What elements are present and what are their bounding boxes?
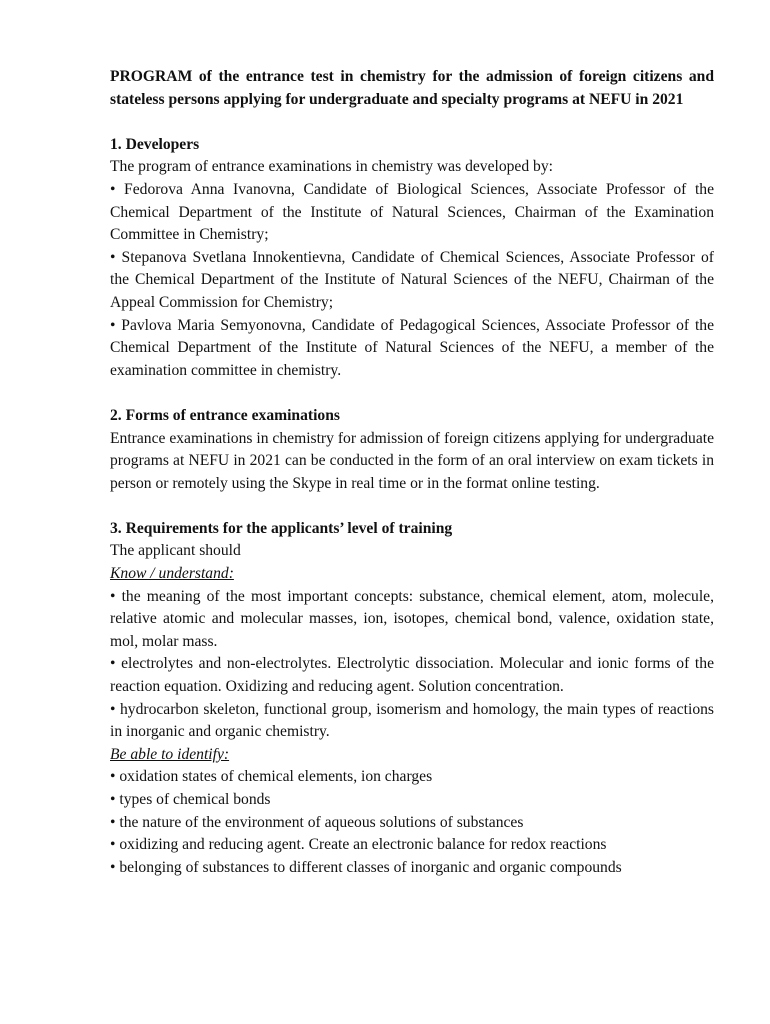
section-forms (110, 405, 714, 495)
section-heading: 1. Developers (110, 135, 200, 153)
know-item: • electrolytes and non-electrolytes. Electrolytic dissociation. Molecular and ionic forms of the reaction equation. Oxidizing and reducing agent. Solution concentration. (110, 655, 714, 696)
identify-list (110, 766, 714, 879)
developer-item: • Fedorova Anna Ivanovna, Candidate of Biological Sciences, Associate Professor of the Chemical Department of the Institute of Natural Sciences, Chairman of the Examination Committee in Chemistry; (110, 180, 714, 244)
document-title: PROGRAM of the entrance test in chemistry for the admission of foreign citizens and stateless persons applying for undergraduate and specialty programs at NEFU in 2021 (110, 68, 714, 108)
identify-item: • belonging of substances to different classes of inorganic and organic compounds (110, 858, 622, 876)
forms-text: Entrance examinations in chemistry for admission of foreign citizens applying for undergraduate programs at NEFU in 2021 can be conducted in the form of an oral interview on exam tickets in person or remotely using the Skype in real time or in the format online testing. (110, 429, 714, 492)
document-page (110, 66, 714, 902)
developer-item: • Stepanova Svetlana Innokentievna, Candidate of Chemical Sciences, Associate Professor of the Chemical Department of the Institute of Natural Sciences of the NEFU, Chairman of the Appeal Commission for Chemistry; (110, 248, 714, 311)
developer-item: • Pavlova Maria Semyonovna, Candidate of Pedagogical Sciences, Associate Professor of the Chemical Department of the Institute of Natural Sciences of the NEFU, a member of the examination committee in chemistry. (110, 316, 714, 379)
identify-item: • oxidation states of chemical elements, ion charges (110, 768, 433, 786)
know-item: • the meaning of the most important concepts: substance, chemical element, atom, molecule, relative atomic and molecular masses, ion, isotopes, chemical bond, valence, oxidation state, mol, molar mass. (110, 587, 714, 650)
section-requirements (110, 518, 714, 880)
know-item: • hydrocarbon skeleton, functional group, isomerism and homology, the main types of reactions in inorganic and organic chemistry. (110, 700, 714, 741)
section-developers (110, 134, 714, 383)
identify-item: • oxidizing and reducing agent. Create an electronic balance for redox reactions (110, 836, 607, 854)
know-understand-label: Know / understand: (110, 565, 234, 583)
section-heading: 2. Forms of entrance examinations (110, 406, 340, 424)
identify-item: • the nature of the environment of aqueous solutions of substances (110, 813, 524, 831)
be-able-to-identify-label: Be able to identify: (110, 745, 230, 763)
identify-item: • types of chemical bonds (110, 791, 271, 808)
developers-intro: The program of entrance examinations in chemistry was developed by: (110, 158, 553, 176)
section-heading: 3. Requirements for the applicants’ level of training (110, 519, 453, 537)
requirements-intro: The applicant should (110, 542, 241, 560)
